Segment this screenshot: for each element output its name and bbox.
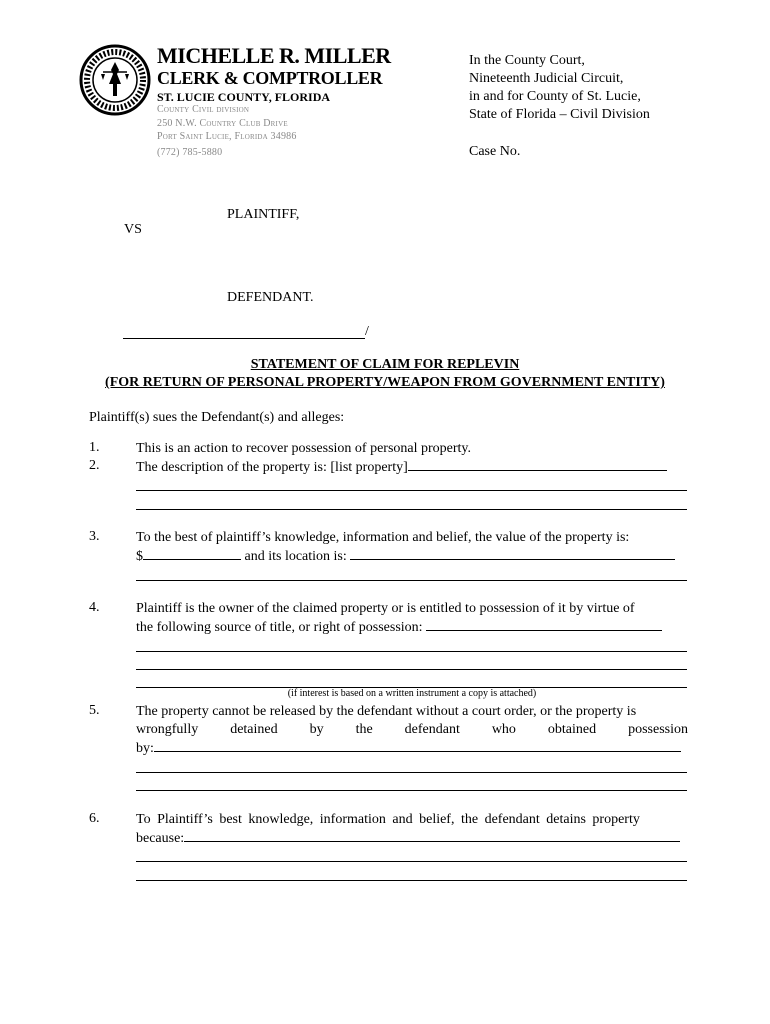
property-location-line-2[interactable] [136, 580, 687, 581]
vs-label: VS [124, 222, 142, 237]
item-2-number: 2. [89, 458, 100, 473]
property-location-field[interactable] [350, 547, 675, 560]
court-line-4: State of Florida – Civil Division [469, 107, 650, 122]
clerk-title: CLERK & COMPTROLLER [157, 68, 383, 88]
clerk-seal-icon [79, 44, 151, 116]
item-3-number: 3. [89, 529, 100, 544]
property-value-field[interactable] [143, 547, 241, 560]
clerk-county: ST. LUCIE COUNTY, FLORIDA [157, 90, 331, 104]
location-label: and its location is: [241, 549, 351, 564]
caption-slash: / [365, 324, 369, 339]
phone-number: (772) 785-5880 [157, 147, 223, 158]
source-of-title-line-3[interactable] [136, 669, 687, 670]
detains-because-field[interactable] [184, 829, 680, 842]
document-subtitle: (FOR RETURN OF PERSONAL PROPERTY/WEAPON FROM GOVERNMENT ENTITY) [105, 375, 665, 390]
intro-text: Plaintiff(s) sues the Defendant(s) and alleges: [89, 410, 345, 425]
source-of-title-line-2[interactable] [136, 651, 687, 652]
item-2-text: The description of the property is: [list property] [136, 460, 408, 475]
item-4-text-2: the following source of title, or right of possession: [136, 620, 427, 635]
item-3-text: To the best of plaintiff’s knowledge, information and belief, the value of the property is: [136, 530, 630, 545]
obtained-possession-by-field[interactable] [154, 739, 681, 752]
item-4-number: 4. [89, 600, 100, 615]
item-6-number: 6. [89, 811, 100, 826]
clerk-name: MICHELLE R. MILLER [157, 43, 391, 68]
item-4-text: Plaintiff is the owner of the claimed property or is entitled to possession of it by virtue of [136, 601, 635, 616]
city-address: Port Saint Lucie, Florida 34986 [157, 131, 297, 142]
item-6-text: To Plaintiff’s best knowledge, information and belief, the defendant detains property [136, 812, 640, 827]
item-5-text: The property cannot be released by the defendant without a court order, or the property is [136, 704, 637, 719]
property-description-field[interactable] [408, 458, 667, 471]
obtained-possession-line-2[interactable] [136, 772, 687, 773]
street-address: 250 N.W. Country Club Drive [157, 118, 288, 129]
detains-because-line-3[interactable] [136, 880, 687, 881]
plaintiff-label: PLAINTIFF, [227, 207, 300, 222]
document-title: STATEMENT OF CLAIM FOR REPLEVIN [250, 357, 520, 372]
item-5-text-2: wrongfully detained by the defendant who obtained possession [136, 722, 688, 737]
case-number-label: Case No. [469, 144, 521, 159]
detains-because-line-2[interactable] [136, 861, 687, 862]
item-5-number: 5. [89, 703, 100, 718]
court-line-3: in and for County of St. Lucie, [469, 89, 641, 104]
item-6-row [136, 829, 688, 848]
defendant-label: DEFENDANT. [227, 290, 314, 305]
item-5-by-label: by: [136, 741, 154, 756]
item-4-row [136, 618, 688, 637]
item-1-text: This is an action to recover possession of personal property. [136, 441, 472, 456]
property-description-line-3[interactable] [136, 509, 687, 510]
written-instrument-note: (if interest is based on a written instrument a copy is attached) [287, 688, 537, 699]
caption-signature-line[interactable] [123, 338, 365, 339]
dollar-sign: $ [136, 549, 143, 564]
court-line-2: Nineteenth Judicial Circuit, [469, 71, 624, 86]
item-5-row [136, 739, 688, 758]
item-3-row [136, 547, 688, 566]
division-name: County Civil division [157, 104, 250, 115]
item-6-because-label: because: [136, 831, 185, 846]
item-2-row [136, 458, 688, 477]
source-of-title-field[interactable] [426, 618, 662, 631]
court-line-1: In the County Court, [469, 53, 585, 68]
property-description-line-2[interactable] [136, 490, 687, 491]
obtained-possession-line-3[interactable] [136, 790, 687, 791]
item-1-number: 1. [89, 440, 100, 455]
